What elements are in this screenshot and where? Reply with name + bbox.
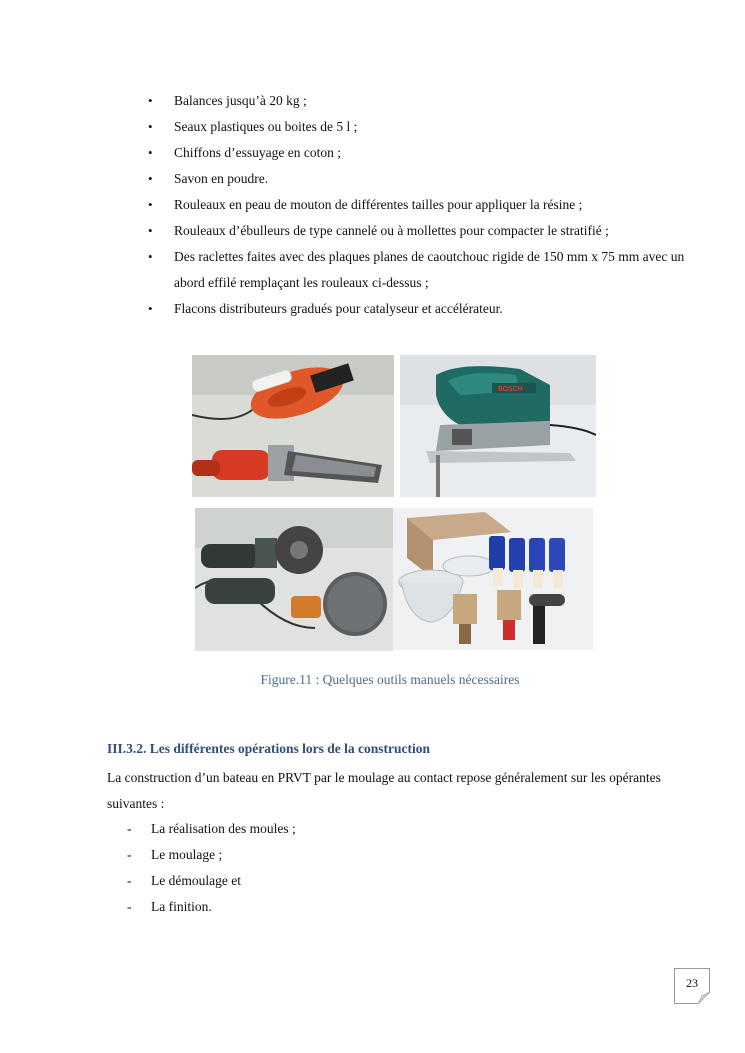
page-number: 23 <box>674 968 710 1004</box>
dash-icon: - <box>127 847 132 862</box>
jigsaw-image <box>400 355 596 497</box>
dash-icon: - <box>127 821 132 836</box>
bosch-logo: BOSCH <box>498 385 523 393</box>
list-item: - La réalisation des moules ; <box>127 816 296 842</box>
grinders-image <box>195 508 393 651</box>
list-item: - La finition. <box>127 894 296 920</box>
dash-icon: - <box>127 873 132 888</box>
section-intro: La construction d’un bateau en PRVT par le moulage au contact repose généralement sur les opérantes suivantes : <box>107 770 661 811</box>
list-item: - Le démoulage et <box>127 868 296 894</box>
list-item: • Balances jusqu’à 20 kg ; <box>148 88 688 114</box>
bullet-icon: • <box>148 301 153 316</box>
bullet-icon: • <box>148 171 153 186</box>
page-curl-icon <box>698 992 710 1004</box>
belt-sander-image <box>192 355 394 497</box>
bullet-icon: • <box>148 93 153 108</box>
bullet-icon: • <box>148 119 153 134</box>
list-item: • Savon en poudre. <box>148 166 688 192</box>
list-item: • Rouleaux en peau de mouton de différentes tailles pour appliquer la résine ; <box>148 192 688 218</box>
photo-jigsaw <box>400 355 596 497</box>
bullet-icon: • <box>148 223 153 238</box>
list-item: • Des raclettes faites avec des plaques planes de caoutchouc rigide de 150 mm x 75 mm avec un abord effilé remplaçant les rouleaux ci-dessus ; <box>148 244 688 296</box>
list-item: • Chiffons d’essuyage en coton ; <box>148 140 688 166</box>
bullet-icon: • <box>148 145 153 160</box>
list-item: • Seaux plastiques ou boites de 5 l ; <box>148 114 688 140</box>
section-heading: III.3.2. Les différentes opérations lors de la construction <box>107 741 430 756</box>
figure-caption: Figure.11 : Quelques outils manuels nécessaires <box>260 672 520 687</box>
rollers-brushes-image <box>393 508 593 650</box>
equipment-list <box>148 88 688 322</box>
bullet-icon: • <box>148 197 153 212</box>
dash-icon: - <box>127 899 132 914</box>
list-item: - Le moulage ; <box>127 842 296 868</box>
photo-grinders <box>195 508 393 651</box>
bullet-icon: • <box>148 249 153 264</box>
tools-photo-grid <box>192 355 596 651</box>
photo-rollers-brushes <box>393 508 593 650</box>
operations-list <box>127 816 296 920</box>
list-item: • Flacons distributeurs gradués pour catalyseur et accélérateur. <box>148 296 688 322</box>
list-item: • Rouleaux d’ébulleurs de type cannelé ou à mollettes pour compacter le stratifié ; <box>148 218 688 244</box>
photo-belt-sander <box>192 355 394 497</box>
